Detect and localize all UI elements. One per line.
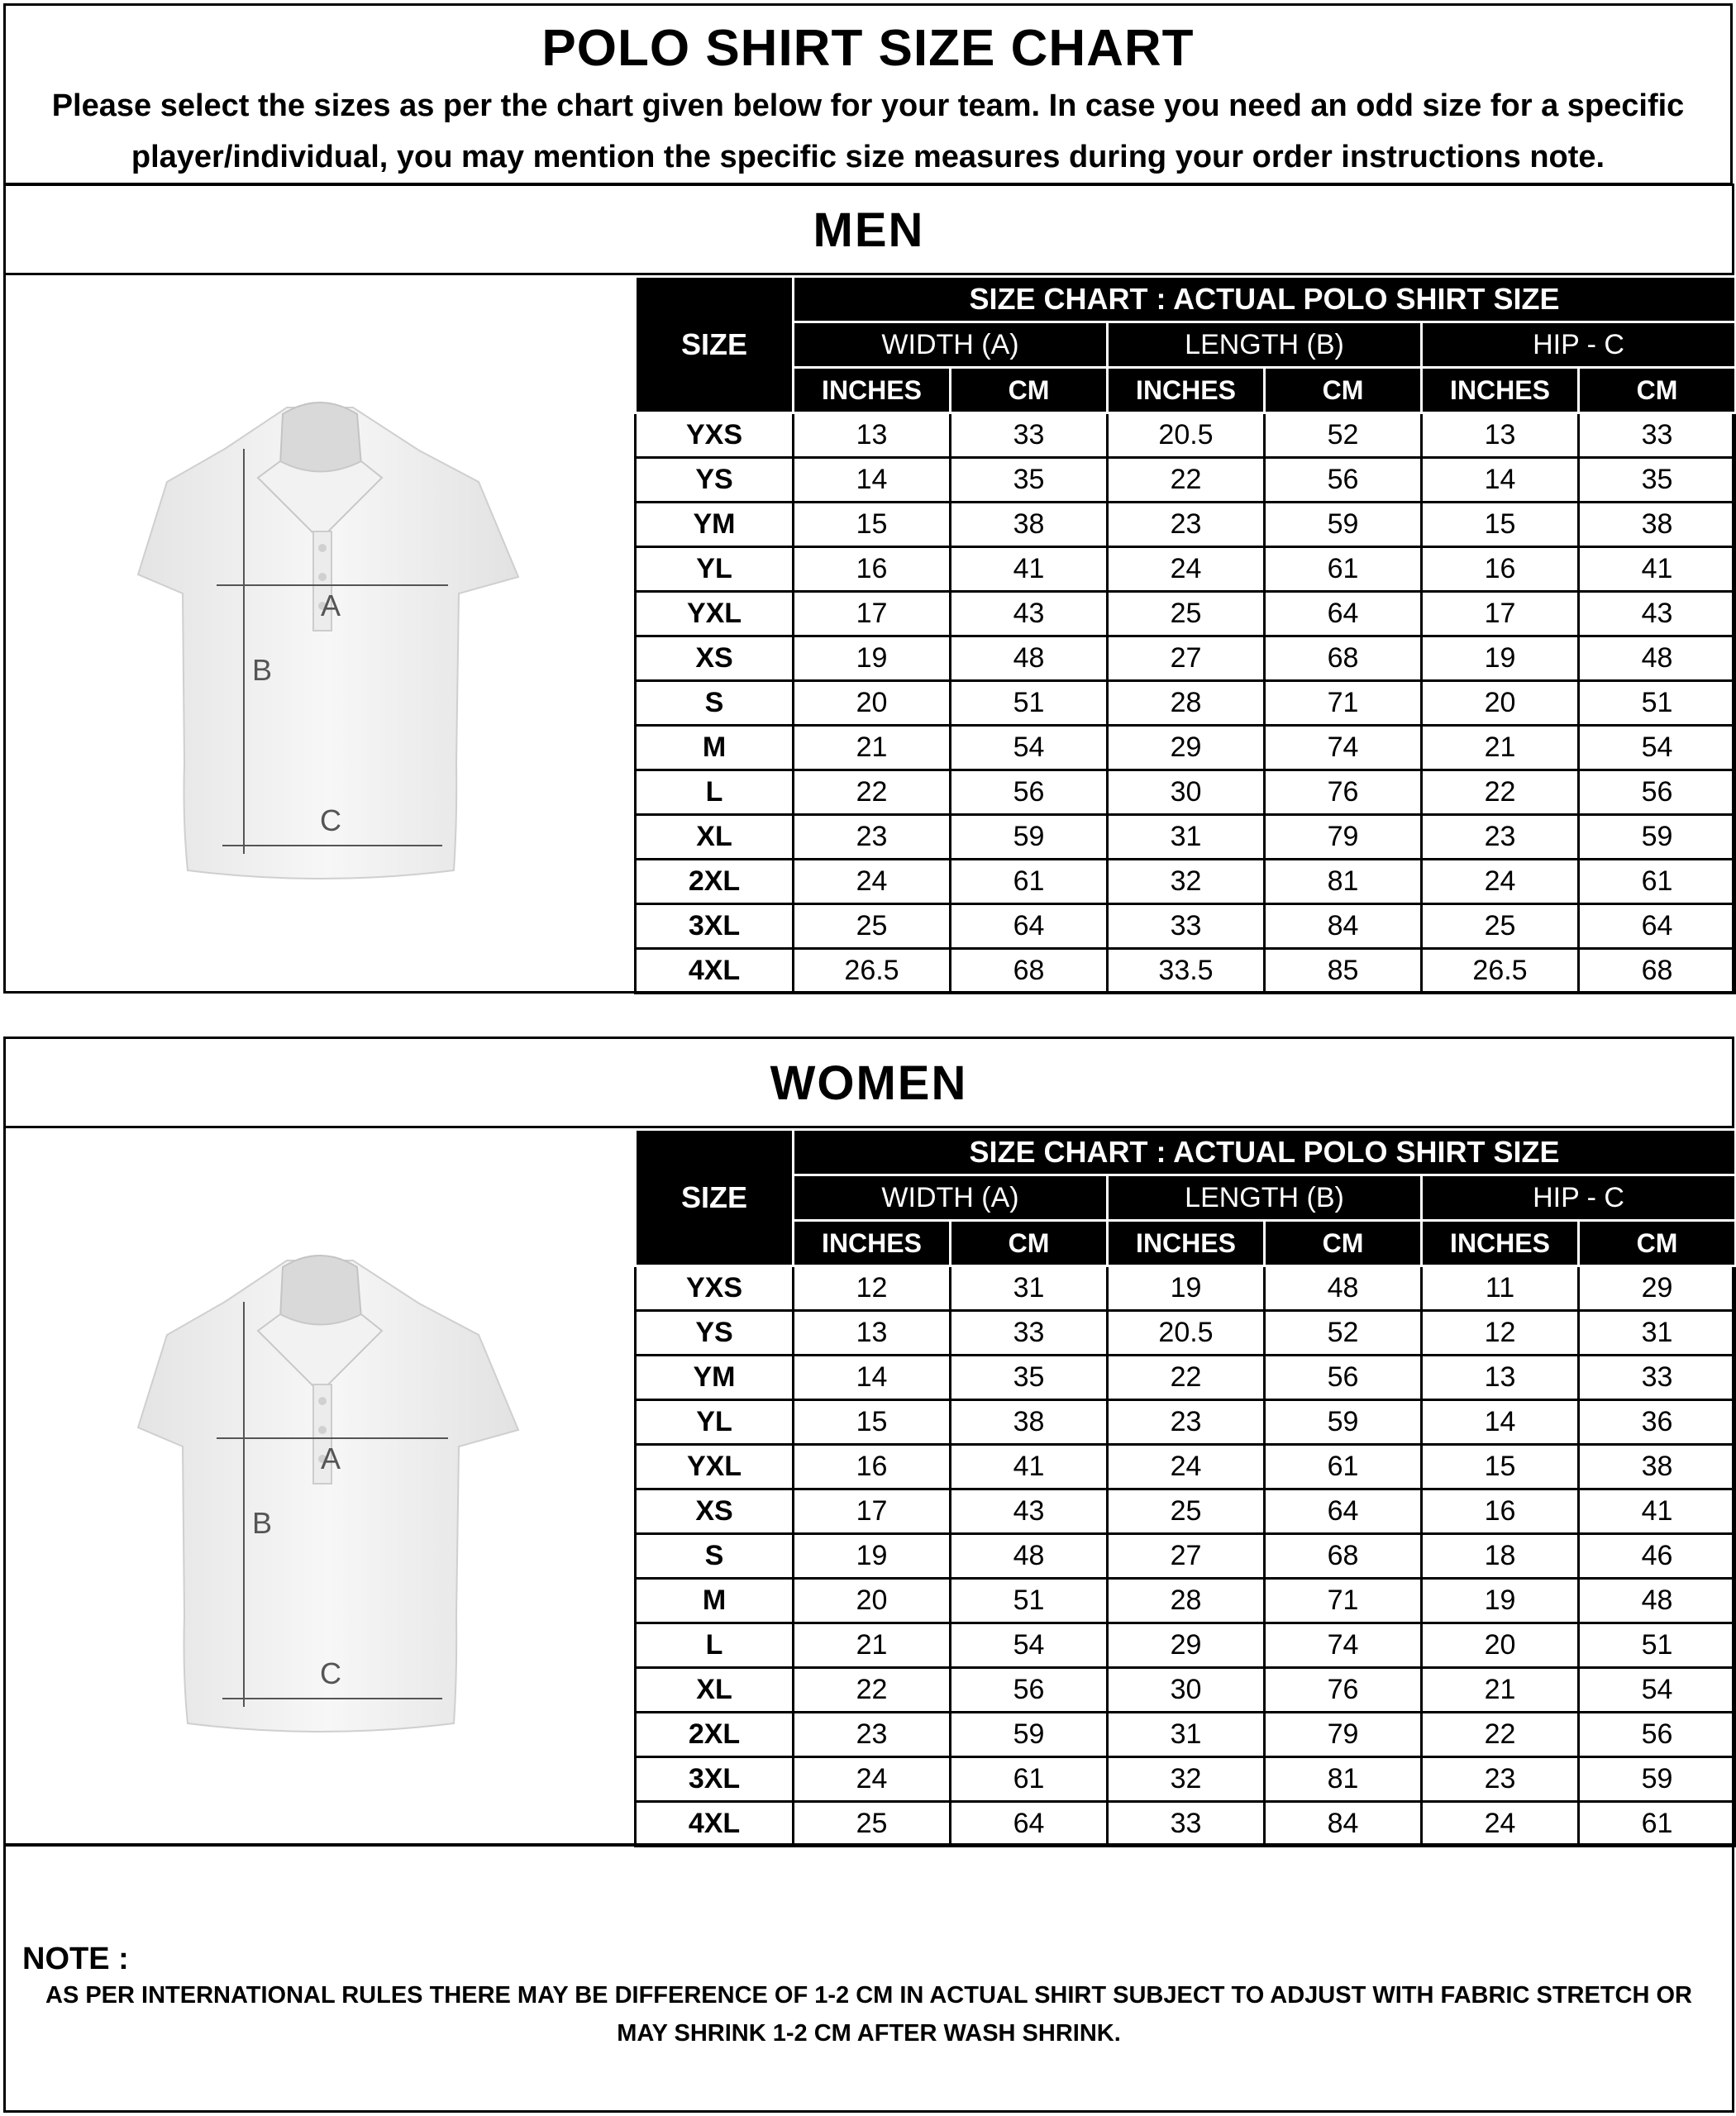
measurement-cell: 20 <box>794 681 951 726</box>
measurement-cell: 20.5 <box>1108 1311 1265 1356</box>
width-header: WIDTH (A) <box>794 1175 1108 1221</box>
measurement-cell: 33.5 <box>1108 949 1265 994</box>
measurement-cell: 64 <box>951 1802 1108 1847</box>
measurement-cell: 76 <box>1265 1668 1422 1713</box>
inches-header: INCHES <box>1422 368 1579 413</box>
table-row <box>636 1445 1736 1489</box>
measurement-cell: 64 <box>1579 904 1736 949</box>
measurement-cell: 19 <box>794 1534 951 1579</box>
table-row <box>636 1356 1736 1400</box>
measurement-cell: 35 <box>1579 458 1736 503</box>
measurement-cell: 68 <box>1265 1534 1422 1579</box>
measurement-cell: 25 <box>794 1802 951 1847</box>
table-row <box>636 547 1736 592</box>
table-row <box>636 726 1736 770</box>
measurement-cell: 21 <box>794 726 951 770</box>
measurement-cell: 61 <box>1579 1802 1736 1847</box>
measurement-cell: 38 <box>951 503 1108 547</box>
measurement-cell: 52 <box>1265 413 1422 458</box>
measurement-cell: 54 <box>1579 726 1736 770</box>
table-row <box>636 904 1736 949</box>
table-row <box>636 1311 1736 1356</box>
size-cell: M <box>636 1579 794 1623</box>
cm-header: CM <box>1579 1221 1736 1266</box>
measurement-cell: 61 <box>1579 860 1736 904</box>
measurement-cell: 43 <box>951 592 1108 636</box>
label-b: B <box>251 1506 273 1540</box>
measurement-cell: 17 <box>1422 592 1579 636</box>
measurement-cell: 22 <box>1422 770 1579 815</box>
measurement-cell: 56 <box>1579 1713 1736 1757</box>
measurement-cell: 56 <box>951 770 1108 815</box>
measurement-cell: 14 <box>794 1356 951 1400</box>
size-column-header: SIZE <box>636 1130 794 1266</box>
measurement-cell: 23 <box>1108 1400 1265 1445</box>
measurement-cell: 35 <box>951 458 1108 503</box>
size-cell: YS <box>636 1311 794 1356</box>
measurement-cell: 16 <box>794 547 951 592</box>
men-section <box>3 183 1734 994</box>
measurement-cell: 74 <box>1265 726 1422 770</box>
intro-text: Please select the sizes as per the chart given below for your team. In case you need an odd size for a specific player/individual, you may mention the specific size measures during your order instructions note. <box>51 88 1685 174</box>
measurement-cell: 41 <box>1579 547 1736 592</box>
measurement-cell: 25 <box>1108 1489 1265 1534</box>
size-cell: 4XL <box>636 949 794 994</box>
measurement-cell: 54 <box>951 726 1108 770</box>
measurement-cell: 38 <box>1579 503 1736 547</box>
measurement-cell: 21 <box>1422 1668 1579 1713</box>
label-a: A <box>320 1442 341 1475</box>
table-row <box>636 1489 1736 1534</box>
measurement-cell: 51 <box>1579 1623 1736 1668</box>
table-row <box>636 636 1736 681</box>
size-cell: YS <box>636 458 794 503</box>
length-header: LENGTH (B) <box>1108 322 1422 368</box>
measurement-cell: 20 <box>1422 681 1579 726</box>
measurement-cell: 23 <box>1422 815 1579 860</box>
measurement-cell: 48 <box>1579 636 1736 681</box>
measurement-cell: 79 <box>1265 1713 1422 1757</box>
measurement-cell: 56 <box>1265 458 1422 503</box>
table-row <box>636 458 1736 503</box>
table-row <box>636 949 1736 994</box>
measurement-cell: 31 <box>951 1266 1108 1311</box>
measurement-cell: 61 <box>951 1757 1108 1802</box>
measurement-cell: 16 <box>1422 547 1579 592</box>
measurement-cell: 13 <box>794 413 951 458</box>
measurement-cell: 25 <box>1108 592 1265 636</box>
size-cell: YM <box>636 1356 794 1400</box>
shirt-collar <box>280 1256 361 1327</box>
size-cell: XS <box>636 636 794 681</box>
measurement-cell: 15 <box>1422 503 1579 547</box>
measurement-cell: 81 <box>1265 1757 1422 1802</box>
cm-header: CM <box>1265 368 1422 413</box>
measurement-cell: 19 <box>1422 636 1579 681</box>
measurement-cell: 23 <box>1108 503 1265 547</box>
measurement-cell: 19 <box>1108 1266 1265 1311</box>
table-row <box>636 1802 1736 1847</box>
measurement-cell: 61 <box>951 860 1108 904</box>
measurement-cell: 15 <box>1422 1445 1579 1489</box>
measurement-cell: 76 <box>1265 770 1422 815</box>
table-row <box>636 1623 1736 1668</box>
measurement-cell: 14 <box>1422 458 1579 503</box>
measurement-cell: 36 <box>1579 1400 1736 1445</box>
table-row <box>636 1266 1736 1311</box>
size-cell: M <box>636 726 794 770</box>
measurement-cell: 27 <box>1108 636 1265 681</box>
measurement-cell: 64 <box>1265 1489 1422 1534</box>
measurement-cell: 84 <box>1265 904 1422 949</box>
men-shirt-diagram <box>6 275 634 991</box>
table-row <box>636 681 1736 726</box>
cm-header: CM <box>1579 368 1736 413</box>
measurement-cell: 68 <box>951 949 1108 994</box>
measurement-cell: 17 <box>794 1489 951 1534</box>
length-header: LENGTH (B) <box>1108 1175 1422 1221</box>
measurement-cell: 71 <box>1265 681 1422 726</box>
measurement-cell: 54 <box>951 1623 1108 1668</box>
measurement-cell: 31 <box>1108 1713 1265 1757</box>
measurement-cell: 56 <box>951 1668 1108 1713</box>
polo-shirt-illustration <box>6 1128 634 1847</box>
measurement-cell: 21 <box>794 1623 951 1668</box>
measurement-cell: 48 <box>1579 1579 1736 1623</box>
table-row <box>636 1579 1736 1623</box>
size-cell: YXS <box>636 413 794 458</box>
table-row <box>636 815 1736 860</box>
measurement-cell: 24 <box>1422 860 1579 904</box>
size-cell: XL <box>636 1668 794 1713</box>
size-cell: 4XL <box>636 1802 794 1847</box>
measurement-cell: 68 <box>1579 949 1736 994</box>
measurement-cell: 22 <box>794 1668 951 1713</box>
measurement-cell: 33 <box>1108 904 1265 949</box>
measurement-cell: 13 <box>794 1311 951 1356</box>
measurement-cell: 22 <box>1108 458 1265 503</box>
table-row <box>636 503 1736 547</box>
size-cell: YL <box>636 547 794 592</box>
shirt-button <box>318 1397 327 1405</box>
measurement-cell: 25 <box>1422 904 1579 949</box>
table-row <box>636 1713 1736 1757</box>
size-cell: S <box>636 1534 794 1579</box>
measurement-cell: 20 <box>1422 1623 1579 1668</box>
men-table-body <box>636 413 1736 994</box>
note-label: NOTE : <box>22 1942 129 1976</box>
measurement-cell: 32 <box>1108 1757 1265 1802</box>
label-b: B <box>251 653 273 687</box>
size-column-header: SIZE <box>636 277 794 413</box>
measurement-cell: 51 <box>951 681 1108 726</box>
measurement-cell: 28 <box>1108 681 1265 726</box>
table-row <box>636 770 1736 815</box>
size-cell: XS <box>636 1489 794 1534</box>
measurement-cell: 14 <box>794 458 951 503</box>
measurement-cell: 15 <box>794 1400 951 1445</box>
size-cell: YM <box>636 503 794 547</box>
size-cell: YXL <box>636 592 794 636</box>
shirt-button <box>318 1426 327 1434</box>
measurement-cell: 48 <box>951 636 1108 681</box>
size-cell: YL <box>636 1400 794 1445</box>
table-row <box>636 413 1736 458</box>
measurement-cell: 16 <box>794 1445 951 1489</box>
measurement-cell: 13 <box>1422 413 1579 458</box>
measurement-cell: 51 <box>1579 681 1736 726</box>
measurement-cell: 31 <box>1579 1311 1736 1356</box>
measurement-cell: 38 <box>1579 1445 1736 1489</box>
measurement-cell: 26.5 <box>794 949 951 994</box>
measurement-cell: 33 <box>1579 1356 1736 1400</box>
measurement-cell: 48 <box>951 1534 1108 1579</box>
measurement-cell: 71 <box>1265 1579 1422 1623</box>
measurement-cell: 33 <box>951 413 1108 458</box>
measurement-cell: 24 <box>1108 1445 1265 1489</box>
chart-title-header: SIZE CHART : ACTUAL POLO SHIRT SIZE <box>794 277 1736 322</box>
measurement-cell: 18 <box>1422 1534 1579 1579</box>
measurement-cell: 52 <box>1265 1311 1422 1356</box>
measurement-cell: 64 <box>951 904 1108 949</box>
measurement-cell: 29 <box>1108 1623 1265 1668</box>
measurement-cell: 59 <box>1265 503 1422 547</box>
women-section <box>3 1037 1734 1847</box>
measurement-cell: 17 <box>794 592 951 636</box>
measurement-cell: 59 <box>951 815 1108 860</box>
measurement-cell: 54 <box>1579 1668 1736 1713</box>
measurement-cell: 41 <box>951 1445 1108 1489</box>
measurement-cell: 12 <box>794 1266 951 1311</box>
width-header: WIDTH (A) <box>794 322 1108 368</box>
women-section-title: WOMEN <box>6 1039 1732 1128</box>
size-cell: L <box>636 1623 794 1668</box>
measurement-cell: 56 <box>1579 770 1736 815</box>
measurement-cell: 29 <box>1579 1266 1736 1311</box>
measurement-cell: 43 <box>1579 592 1736 636</box>
measurement-cell: 24 <box>794 860 951 904</box>
measurement-cell: 23 <box>794 815 951 860</box>
measurement-cell: 27 <box>1108 1534 1265 1579</box>
label-a: A <box>320 589 341 622</box>
measurement-cell: 59 <box>1265 1400 1422 1445</box>
measurement-cell: 13 <box>1422 1356 1579 1400</box>
measurement-cell: 48 <box>1265 1266 1422 1311</box>
men-section-title: MEN <box>6 186 1732 275</box>
measurement-cell: 20.5 <box>1108 413 1265 458</box>
shirt-button <box>318 544 327 552</box>
label-c: C <box>320 803 341 837</box>
measurement-cell: 33 <box>951 1311 1108 1356</box>
measurement-cell: 61 <box>1265 1445 1422 1489</box>
measurement-cell: 43 <box>951 1489 1108 1534</box>
measurement-cell: 38 <box>951 1400 1108 1445</box>
cm-header: CM <box>951 1221 1108 1266</box>
measurement-cell: 19 <box>794 636 951 681</box>
size-cell: 3XL <box>636 1757 794 1802</box>
table-row <box>636 1534 1736 1579</box>
measurement-cell: 22 <box>1108 1356 1265 1400</box>
inches-header: INCHES <box>794 368 951 413</box>
measurement-cell: 25 <box>794 904 951 949</box>
table-row <box>636 1400 1736 1445</box>
measurement-cell: 15 <box>794 503 951 547</box>
measurement-cell: 24 <box>1422 1802 1579 1847</box>
measurement-cell: 33 <box>1579 413 1736 458</box>
measurement-cell: 11 <box>1422 1266 1579 1311</box>
measurement-cell: 59 <box>1579 815 1736 860</box>
cm-header: CM <box>951 368 1108 413</box>
inches-header: INCHES <box>1108 368 1265 413</box>
measurement-cell: 32 <box>1108 860 1265 904</box>
measurement-cell: 31 <box>1108 815 1265 860</box>
size-cell: 2XL <box>636 1713 794 1757</box>
size-cell: YXL <box>636 1445 794 1489</box>
measurement-cell: 33 <box>1108 1802 1265 1847</box>
measurement-cell: 68 <box>1265 636 1422 681</box>
measurement-cell: 24 <box>1108 547 1265 592</box>
shirt-button <box>318 573 327 581</box>
polo-shirt-illustration <box>6 275 634 994</box>
inches-header: INCHES <box>1108 1221 1265 1266</box>
measurement-cell: 41 <box>1579 1489 1736 1534</box>
chart-title-header: SIZE CHART : ACTUAL POLO SHIRT SIZE <box>794 1130 1736 1175</box>
measurement-cell: 84 <box>1265 1802 1422 1847</box>
header-box <box>3 3 1733 185</box>
measurement-cell: 85 <box>1265 949 1422 994</box>
page-title: POLO SHIRT SIZE CHART <box>541 20 1195 77</box>
size-cell: 2XL <box>636 860 794 904</box>
measurement-cell: 24 <box>794 1757 951 1802</box>
measurement-cell: 22 <box>794 770 951 815</box>
size-cell: S <box>636 681 794 726</box>
measurement-cell: 21 <box>1422 726 1579 770</box>
measurement-cell: 23 <box>1422 1757 1579 1802</box>
size-cell: YXS <box>636 1266 794 1311</box>
measurement-cell: 20 <box>794 1579 951 1623</box>
note-text: AS PER INTERNATIONAL RULES THERE MAY BE DIFFERENCE OF 1-2 CM IN ACTUAL SHIRT SUBJECT TO ADJUST WITH FABRIC STRETCH OR MAY SHRINK 1-2 CM AFTER WASH SHRINK. <box>45 1982 1692 2047</box>
measurement-cell: 29 <box>1108 726 1265 770</box>
measurement-cell: 30 <box>1108 770 1265 815</box>
measurement-cell: 35 <box>951 1356 1108 1400</box>
measurement-cell: 14 <box>1422 1400 1579 1445</box>
men-size-table <box>634 275 1736 994</box>
measurement-cell: 23 <box>794 1713 951 1757</box>
size-cell: XL <box>636 815 794 860</box>
measurement-cell: 59 <box>1579 1757 1736 1802</box>
measurement-cell: 41 <box>951 547 1108 592</box>
table-row <box>636 592 1736 636</box>
measurement-cell: 74 <box>1265 1623 1422 1668</box>
cm-header: CM <box>1265 1221 1422 1266</box>
measurement-cell: 12 <box>1422 1311 1579 1356</box>
women-size-table <box>634 1128 1736 1847</box>
measurement-cell: 19 <box>1422 1579 1579 1623</box>
measurement-cell: 46 <box>1579 1534 1736 1579</box>
label-c: C <box>320 1656 341 1690</box>
measurement-cell: 56 <box>1265 1356 1422 1400</box>
table-row <box>636 1668 1736 1713</box>
measurement-cell: 79 <box>1265 815 1422 860</box>
inches-header: INCHES <box>794 1221 951 1266</box>
table-row <box>636 860 1736 904</box>
measurement-cell: 81 <box>1265 860 1422 904</box>
note-box <box>3 1843 1734 2113</box>
measurement-cell: 64 <box>1265 592 1422 636</box>
shirt-collar <box>280 403 361 474</box>
hip-header: HIP - C <box>1422 322 1736 368</box>
women-table-body <box>636 1266 1736 1847</box>
measurement-cell: 30 <box>1108 1668 1265 1713</box>
women-shirt-diagram <box>6 1128 634 1844</box>
inches-header: INCHES <box>1422 1221 1579 1266</box>
measurement-cell: 51 <box>951 1579 1108 1623</box>
size-cell: 3XL <box>636 904 794 949</box>
size-cell: L <box>636 770 794 815</box>
measurement-cell: 22 <box>1422 1713 1579 1757</box>
measurement-cell: 59 <box>951 1713 1108 1757</box>
table-row <box>636 1757 1736 1802</box>
measurement-cell: 61 <box>1265 547 1422 592</box>
measurement-cell: 16 <box>1422 1489 1579 1534</box>
hip-header: HIP - C <box>1422 1175 1736 1221</box>
measurement-cell: 28 <box>1108 1579 1265 1623</box>
measurement-cell: 26.5 <box>1422 949 1579 994</box>
